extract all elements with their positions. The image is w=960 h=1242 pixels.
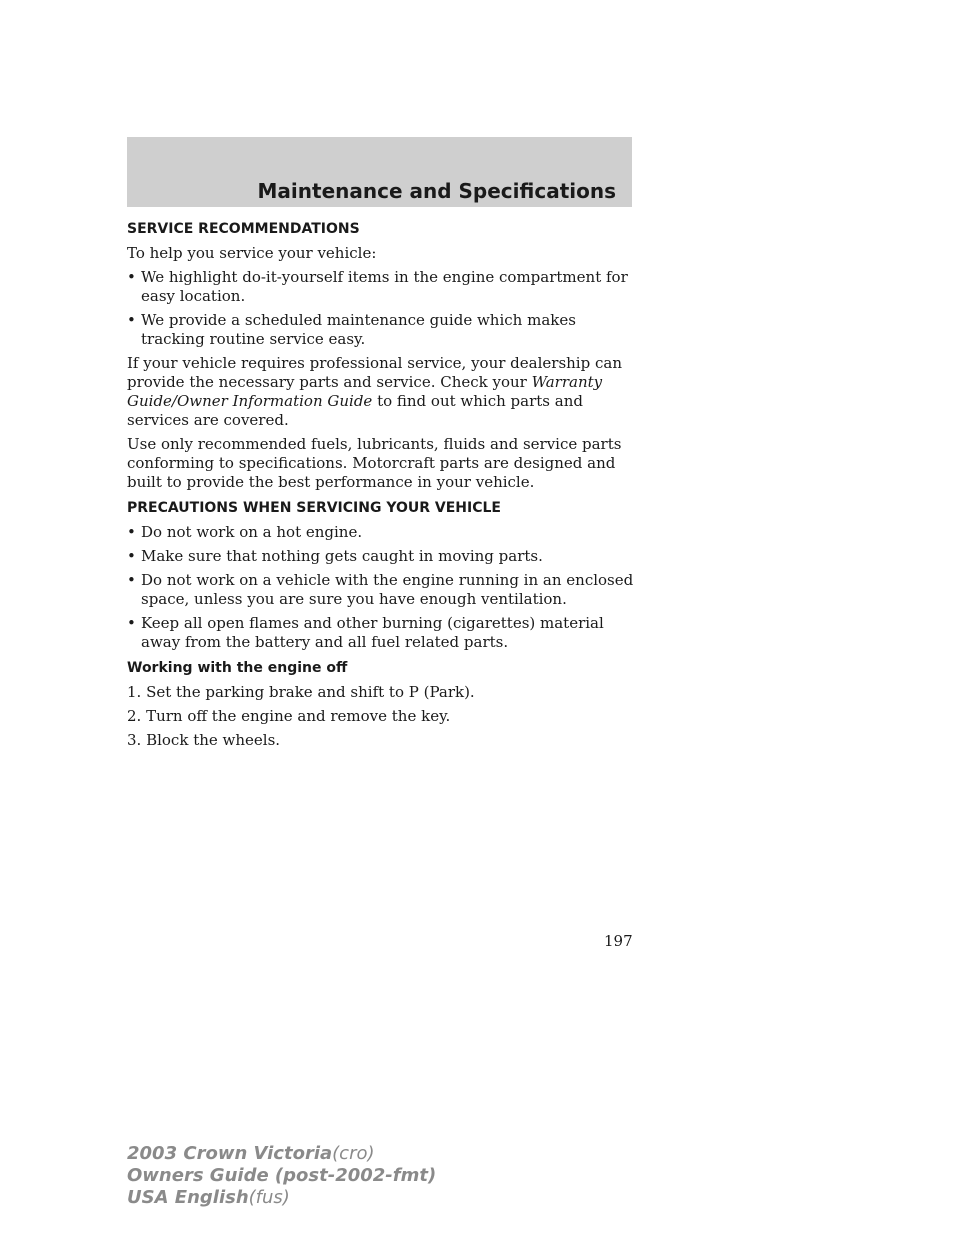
bullet-icon: • [127,268,136,286]
step-3: 3. Block the wheels. [127,731,281,749]
warranty-guide-reference: Warranty Guide/Owner Information Guide [127,373,603,410]
service-intro: To help you service your vehicle: [127,244,377,262]
service-bullet-list [127,268,637,349]
precautions-heading: PRECAUTIONS WHEN SERVICING YOUR VEHICLE [127,500,501,516]
section-title: Maintenance and Specifications [257,179,616,203]
recommended-parts-paragraph: Use only recommended fuels, lubricants, fluids and service parts conforming to specifications. Motorcraft parts are designed and built to provide the best performance in your vehicle. [127,435,622,491]
list-item: • Do not work on a vehicle with the engine running in an enclosed space, unless you are sure you have enough ventilation. [127,571,634,608]
footer-line-2: Owners Guide (post-2002-fmt) [127,1165,437,1186]
list-item: • Keep all open flames and other burning (cigarettes) material away from the battery and all fuel related parts. [127,614,604,651]
bullet-icon: • [127,547,136,565]
list-item: • Do not work on a hot engine. [127,523,363,541]
bullet-icon: • [127,571,136,589]
service-recommendations-heading: SERVICE RECOMMENDATIONS [127,221,360,237]
step-2: 2. Turn off the engine and remove the key. [127,707,451,725]
step-1: 1. Set the parking brake and shift to P (Park). [127,683,475,701]
footer-line-1: 2003 Crown Victoria(cro) [127,1143,375,1164]
bullet-icon: • [127,614,136,632]
list-item: • Make sure that nothing gets caught in moving parts. [127,547,543,565]
footer-line-3: USA English(fus) [127,1187,290,1208]
engine-off-heading: Working with the engine off [127,660,348,676]
professional-service-paragraph: If your vehicle requires professional service, your dealership can provide the necessary parts and service. Check your Warranty Guide/Owner Information Guide to find out which parts and services are covered. [127,354,622,429]
section-header-band [127,137,632,207]
list-item: • We highlight do-it-yourself items in the engine compartment for easy location. [127,268,628,305]
bullet-icon: • [127,523,136,541]
page-content [127,219,637,755]
bullet-icon: • [127,311,136,329]
list-item: • We provide a scheduled maintenance guide which makes tracking routine service easy. [127,311,576,348]
page-number: 197 [604,932,633,950]
precautions-bullet-list [127,523,637,652]
document-footer [127,1143,436,1209]
